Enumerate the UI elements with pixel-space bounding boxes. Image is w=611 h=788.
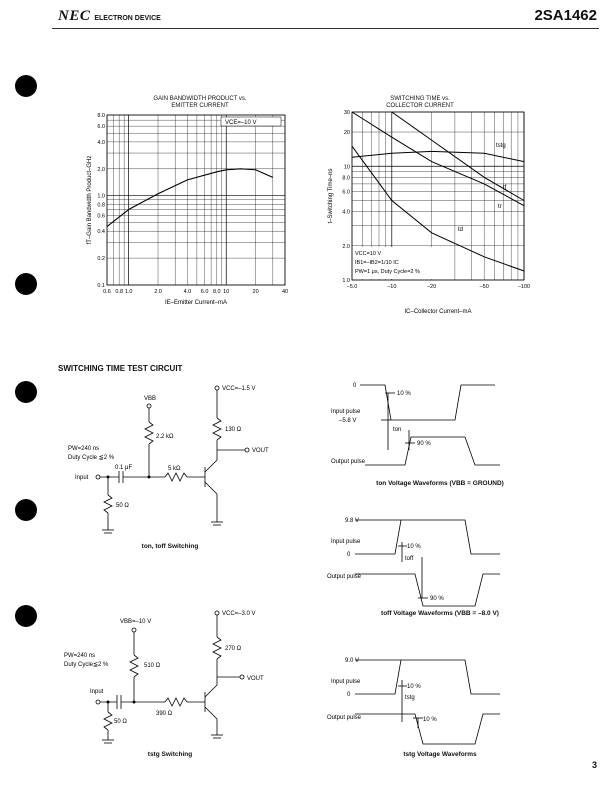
chart1-ytick: 0.1	[97, 283, 105, 289]
w2-10pct: 10 %	[407, 544, 421, 550]
chart1-ytick: 0.6	[97, 213, 105, 220]
label-tstg: tstg	[496, 143, 506, 149]
chart2-ytick: 1.0	[342, 278, 350, 284]
w3-output: Output pulse	[327, 715, 362, 721]
w3-zero: 0	[347, 692, 351, 698]
chart2-xlabel: IC–Collector Current–mA	[404, 309, 472, 315]
chart1-ft-curve	[107, 169, 273, 227]
chart1-xtick: 20	[252, 289, 259, 295]
brand-name: NEC	[58, 8, 91, 24]
chart1-ytick: 2.0	[97, 166, 105, 173]
page-number: 3	[591, 760, 597, 770]
c2-caption: tstg Switching	[147, 751, 193, 758]
waveform-tstg	[325, 652, 555, 747]
binder-hole	[15, 75, 37, 97]
w3-10pct: 10 %	[407, 684, 421, 690]
chart1-ytick: 0.8	[97, 202, 105, 209]
part-number: 2SA1462	[534, 7, 597, 24]
c2-r270: 270 Ω	[225, 646, 242, 652]
c1-r130: 130 Ω	[225, 427, 242, 433]
w1-input: Input pulse	[331, 409, 361, 415]
chart1-ytick: 1.0	[97, 193, 105, 200]
c1-pw: PW=240 ns	[68, 446, 100, 452]
w1-caption: ton Voltage Waveforms (VBB = GROUND)	[376, 480, 504, 487]
c1-r5k: 5 kΩ	[168, 466, 181, 472]
w1-neg: –5.8 V	[339, 418, 357, 424]
chart1-xtick: 0.6	[103, 289, 111, 295]
w3-top: 9.0 V	[345, 658, 360, 664]
c1-vcc: VCC=–1.5 V	[222, 386, 256, 392]
w2-top: 9.8 V	[345, 518, 360, 524]
w1-90pct: 90 %	[417, 441, 431, 447]
brand-subtitle: ELECTRON DEVICE	[94, 15, 161, 22]
chart2-ytick: 8.0	[342, 175, 350, 182]
binder-hole	[15, 381, 37, 403]
chart2-cond-vcc: VCC=10 V	[355, 251, 382, 257]
chart2-ylabel: t–Switching Time–ns	[328, 168, 334, 224]
chart1-ytick: 6.0	[97, 124, 105, 131]
chart2-ytick: 10	[343, 164, 350, 171]
w2-caption: toff Voltage Waveforms (VBB = –8.0 V)	[381, 610, 499, 617]
w2-output: Output pulse	[327, 574, 362, 580]
waveform-ton	[325, 375, 555, 475]
chart-switching-time	[318, 110, 533, 320]
header-rule	[52, 28, 599, 29]
chart2-xtick: –5.0	[346, 284, 358, 290]
c1-r22: 2.2 kΩ	[156, 434, 174, 440]
c2-r390: 390 Ω	[156, 711, 173, 717]
chart1-xtick: 10	[223, 289, 230, 295]
circuit-ton-toff	[60, 380, 290, 560]
c1-duty: Duty Cycle ≦2 %	[68, 455, 115, 461]
chart1-ytick: 4.0	[97, 139, 105, 146]
c2-vbb: VBB=–10 V	[120, 619, 152, 625]
chart1-xlabel: IE–Emitter Current–mA	[164, 300, 228, 306]
chart1-xtick: 6.0	[200, 289, 209, 295]
c2-vout: VOUT	[247, 676, 264, 682]
chart2-xtick: –20	[427, 284, 437, 290]
c1-cap: 0.1 μF	[115, 465, 133, 471]
chart1-xtick: 0.8	[115, 289, 124, 295]
w1-ton: ton	[393, 427, 402, 433]
c2-duty: Duty Cycle≦2 %	[64, 662, 109, 668]
chart2-title: SWITCHING TIME vs. COLLECTOR CURRENT	[386, 96, 454, 109]
w3-tstg: tstg	[405, 695, 415, 701]
w1-10pct: 10 %	[397, 391, 411, 397]
chart-gain-bandwidth	[75, 110, 300, 310]
c1-vout: VOUT	[252, 448, 269, 454]
c2-pw: PW=240 ns	[64, 653, 96, 659]
section-title: SWITCHING TIME TEST CIRCUIT	[58, 364, 183, 373]
c1-caption: ton, toff Switching	[141, 543, 199, 550]
chart2-ytick: 2.0	[342, 243, 350, 250]
chart2-ytick: 4.0	[342, 209, 350, 216]
chart1-xtick: 4.0	[183, 289, 192, 295]
chart2-ytick: 6.0	[342, 189, 350, 196]
chart2-ytick: 20	[343, 130, 350, 137]
chart1-xtick: 2.0	[154, 289, 162, 295]
chart1-ylabel: fT–Gain Bandwidth Product–GHz	[87, 155, 93, 245]
binder-hole	[15, 499, 37, 521]
c1-vbb: VBB	[144, 396, 157, 402]
chart2-cond-pw: PW=1 μs, Duty Cycle=2 %	[355, 269, 420, 275]
w1-zero: 0	[353, 383, 357, 389]
chart1-condition: VCE=–10 V	[225, 120, 257, 126]
chart2-xtick: –100	[517, 284, 531, 290]
w2-toff: toff	[405, 556, 414, 562]
c2-r510: 510 Ω	[144, 663, 161, 669]
binder-hole	[15, 605, 37, 627]
chart1-xtick: 40	[281, 289, 289, 295]
chart1-xtick: 8.0	[212, 289, 221, 295]
chart2-curve-tstg	[352, 151, 524, 161]
label-tr: tr	[498, 204, 502, 210]
w3-caption: tstg Voltage Waveforms	[403, 751, 477, 758]
chart2-cond-ib: IB1=–IB2=1/10 IC	[355, 260, 399, 266]
c1-r50: 50 Ω	[116, 503, 129, 509]
label-tf: tf	[503, 185, 507, 191]
c2-vcc: VCC=–3.0 V	[222, 611, 256, 617]
w1-output: Output pulse	[331, 459, 366, 465]
waveform-toff	[325, 512, 555, 622]
chart1-grid	[107, 115, 285, 285]
w3-10pct-out: 10 %	[423, 717, 437, 723]
chart1-ytick: 0.4	[97, 229, 105, 236]
chart1-ytick: 8.0	[97, 113, 105, 119]
chart2-xtick: –10	[387, 284, 397, 290]
w2-input: Input pulse	[331, 539, 361, 545]
c1-input: Input	[75, 475, 89, 481]
brand-logo	[58, 8, 161, 25]
chart1-title: GAIN BANDWIDTH PRODUCT vs. EMITTER CURRENT	[153, 96, 247, 109]
circuit-tstg	[60, 605, 290, 750]
label-td: td	[458, 227, 464, 233]
c2-input: Input	[90, 689, 104, 695]
c2-r50: 50 Ω	[114, 719, 127, 725]
binder-hole	[15, 273, 37, 295]
w2-zero: 0	[347, 552, 351, 558]
w3-input: Input pulse	[331, 679, 361, 685]
chart1-ytick: 0.2	[97, 256, 105, 263]
chart2-ytick: 30	[343, 110, 350, 116]
chart1-xtick: 1.0	[124, 289, 133, 295]
w2-90pct: 90 %	[430, 596, 444, 602]
chart2-xtick: –50	[479, 284, 489, 290]
